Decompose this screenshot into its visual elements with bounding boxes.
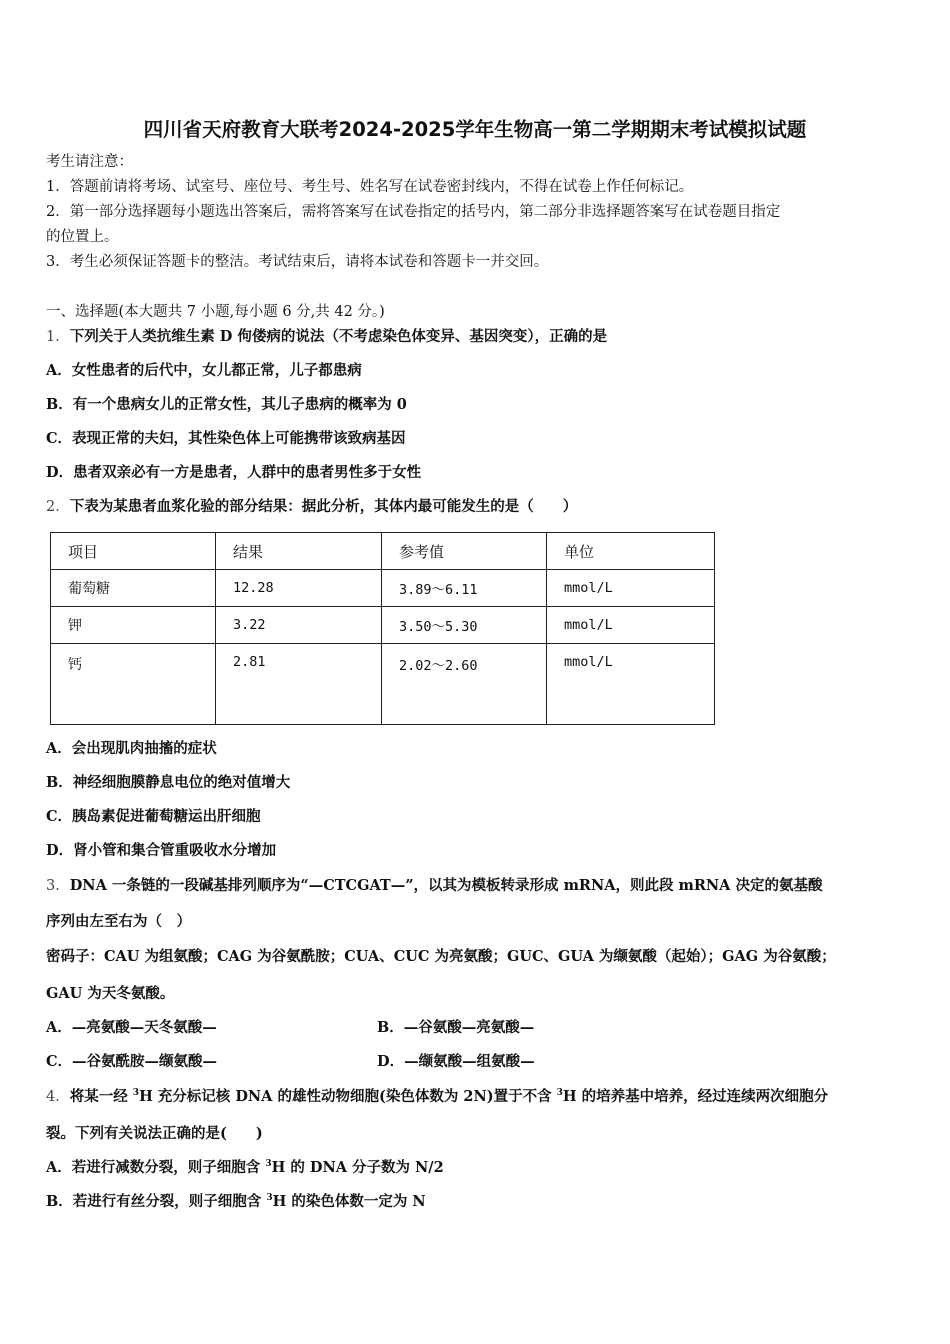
table-header-row <box>51 533 715 570</box>
table-row <box>51 570 715 607</box>
section-heading: 一、选择题(本大题共 7 小题,每小题 6 分,共 42 分。) <box>46 304 385 320</box>
isotope-superscript: 3 <box>132 1088 140 1099</box>
question-4-text: H 充分标记核 DNA 的雄性动物细胞(染色体数为 2N)置于不含 <box>139 1088 557 1105</box>
q1-option-d: D．患者双亲必有一方是患者，人群中的患者男性多于女性 <box>46 464 422 481</box>
question-2-stem <box>46 498 577 516</box>
q3-option-b: B．—谷氨酸—亮氨酸— <box>377 1019 535 1036</box>
q1-option-b: B．有一个患病女儿的正常女性，其儿子患病的概率为 0 <box>46 396 407 413</box>
page-title: 四川省天府教育大联考2024-2025学年生物高一第二学期期末考试模拟试题 <box>143 118 807 141</box>
q1-option-a: A．女性患者的后代中，女儿都正常，儿子都患病 <box>46 362 362 379</box>
q2-option-c: C．胰岛素促进葡萄糖运出肝细胞 <box>46 808 261 825</box>
table-header: 参考值 <box>382 533 547 570</box>
option-text: B．若进行有丝分裂，则子细胞含 <box>46 1193 267 1210</box>
table-header: 项目 <box>51 533 216 570</box>
table-cell: 3.22 <box>216 607 382 644</box>
isotope-superscript: 3 <box>266 1193 273 1204</box>
question-3-stem <box>46 877 822 895</box>
table-header: 单位 <box>547 533 715 570</box>
question-1-text: 下列关于人类抗维生素 D 佝偻病的说法（不考虑染色体变异、基因突变），正确的是 <box>69 328 608 345</box>
notice-item-1: 1．答题前请将考场、试室号、座位号、考生号、姓名写在试卷密封线内，不得在试卷上作任何标记。 <box>46 179 694 195</box>
table-header: 结果 <box>216 533 382 570</box>
isotope-superscript: 3 <box>265 1159 272 1170</box>
question-1-stem <box>46 328 607 346</box>
q3-option-d: D．—缬氨酸—组氨酸— <box>377 1053 535 1070</box>
question-number: 2． <box>46 499 70 515</box>
table-cell: 2.02～2.60 <box>382 644 547 725</box>
codon-table-line-2: GAU 为天冬氨酸。 <box>46 985 175 1002</box>
q2-option-d: D．肾小管和集合管重吸收水分增加 <box>46 842 277 859</box>
table-cell: 12.28 <box>216 570 382 607</box>
notice-item-3: 3．考生必须保证答题卡的整洁。考试结束后，请将本试卷和答题卡一并交回。 <box>46 254 549 270</box>
question-4-text: H 的培养基中培养，经过连续两次细胞分 <box>562 1088 829 1105</box>
q1-option-c: C．表现正常的夫妇，其性染色体上可能携带该致病基因 <box>46 430 406 447</box>
option-text: A．若进行减数分裂，则子细胞含 <box>46 1159 266 1176</box>
q2-option-a: A．会出现肌肉抽搐的症状 <box>46 740 217 757</box>
notice-heading: 考生请注意： <box>46 154 133 170</box>
question-3-stem-cont: 序列由左至右为（ ） <box>46 913 191 930</box>
table-cell: mmol/L <box>547 644 715 725</box>
q4-option-a <box>46 1159 444 1177</box>
question-number: 1． <box>46 329 70 345</box>
isotope-superscript: 3 <box>556 1088 563 1099</box>
table-row <box>51 607 715 644</box>
question-4-stem <box>46 1088 828 1106</box>
question-4-text: 将某一经 <box>69 1088 133 1105</box>
q3-option-a: A．—亮氨酸—天冬氨酸— <box>46 1019 217 1036</box>
notice-item-2: 2．第一部分选择题每小题选出答案后，需将答案写在试卷指定的括号内，第二部分非选择题答案写在试卷题目指定 <box>46 204 781 220</box>
q2-option-b: B．神经细胞膜静息电位的绝对值增大 <box>46 774 291 791</box>
q4-option-b <box>46 1193 426 1211</box>
question-4-stem-cont: 裂。下列有关说法正确的是( ) <box>46 1125 263 1142</box>
question-2-text: 下表为某患者血浆化验的部分结果：据此分析，其体内最可能发生的是（ ） <box>69 498 578 515</box>
codon-table-line-1: 密码子：CAU 为组氨酸；CAG 为谷氨酰胺；CUA、CUC 为亮氨酸；GUC、GUA 为缬氨酸（起始）；GAG 为谷氨酸； <box>46 948 836 965</box>
table-cell: mmol/L <box>547 607 715 644</box>
table-cell: 葡萄糖 <box>51 570 216 607</box>
option-text: H 的 DNA 分子数为 N/2 <box>271 1159 444 1176</box>
table-cell: 钙 <box>51 644 216 725</box>
q3-option-c: C．—谷氨酰胺—缬氨酸— <box>46 1053 218 1070</box>
question-number: 4． <box>46 1089 70 1105</box>
table-cell: mmol/L <box>547 570 715 607</box>
question-3-text: DNA 一条链的一段碱基排列顺序为“—CTCGAT—”，以其为模板转录形成 mRNA，则此段 mRNA 决定的氨基酸 <box>69 877 823 894</box>
option-text: H 的染色体数一定为 N <box>272 1193 426 1210</box>
table-cell: 3.50～5.30 <box>382 607 547 644</box>
table-row <box>51 644 715 725</box>
table-cell: 2.81 <box>216 644 382 725</box>
notice-item-2-cont: 的位置上。 <box>46 229 119 245</box>
question-number: 3． <box>46 878 70 894</box>
lab-results-table <box>50 532 715 725</box>
table-cell: 钾 <box>51 607 216 644</box>
table-cell: 3.89～6.11 <box>382 570 547 607</box>
